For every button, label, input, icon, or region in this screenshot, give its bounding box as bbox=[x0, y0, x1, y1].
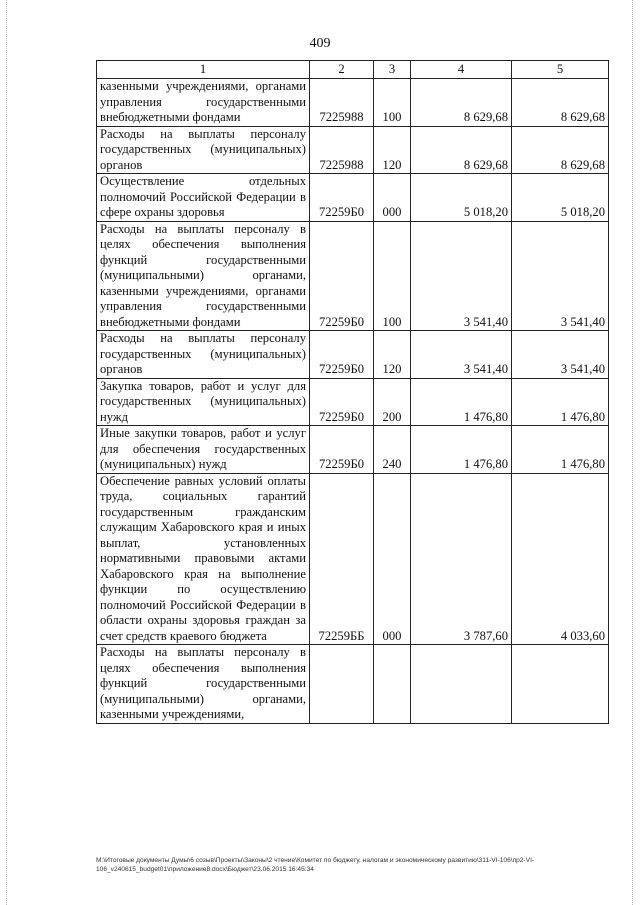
row-amount-1: 1 476,80 bbox=[411, 378, 512, 426]
row-description: Расходы на выплаты персоналу государственных (муниципальных) органов bbox=[97, 126, 310, 174]
row-target-code: 7225988 bbox=[310, 79, 374, 127]
row-expense-type: 120 bbox=[374, 331, 411, 379]
row-amount-1: 5 018,20 bbox=[411, 174, 512, 222]
table-row bbox=[97, 174, 609, 222]
header-col-4: 4 bbox=[411, 61, 512, 79]
header-col-1: 1 bbox=[97, 61, 310, 79]
row-expense-type: 000 bbox=[374, 174, 411, 222]
row-target-code: 72259Б0 bbox=[310, 174, 374, 222]
row-description: Иные закупки товаров, работ и услуг для обеспечения государственных (муниципальных) нужд bbox=[97, 426, 310, 474]
row-description: Обеспечение равных условий оплаты труда, социальных гарантий государственным гражданским служащим Хабаровского края и иных выплат, установленных нормативными правовыми актами Хабаровского края на выполнение функции по осуществлению полномочий Российской Федерации в области охраны здоровья граждан за счет средств краевого бюджета bbox=[97, 473, 310, 645]
row-target-code: 72259Б0 bbox=[310, 378, 374, 426]
table-row bbox=[97, 645, 609, 724]
row-expense-type: 240 bbox=[374, 426, 411, 474]
table-row bbox=[97, 378, 609, 426]
row-target-code: 72259ББ bbox=[310, 473, 374, 645]
row-amount-1: 8 629,68 bbox=[411, 79, 512, 127]
row-description: Расходы на выплаты персоналу в целях обеспечения выполнения функций государственными (муниципальными) органами, казенными учреждениями, bbox=[97, 645, 310, 724]
table-row bbox=[97, 126, 609, 174]
row-description: Осуществление отдельных полномочий Российской Федерации в сфере охраны здоровья bbox=[97, 174, 310, 222]
row-expense-type: 120 bbox=[374, 126, 411, 174]
left-margin-rule bbox=[6, 0, 8, 905]
row-description: Закупка товаров, работ и услуг для государственных (муниципальных) нужд bbox=[97, 378, 310, 426]
row-description: Расходы на выплаты персоналу государственных (муниципальных) органов bbox=[97, 331, 310, 379]
row-description: Расходы на выплаты персоналу в целях обеспечения выполнения функций государственными (муниципальными) органами, казенными учреждениями, органами управления государственными внебюджетными фондами bbox=[97, 221, 310, 331]
document-path-footer: M:\Итоговые документы Думы\6 созыв\Проекты\Законы\2 чтение\Комитет по бюджету, налогам и экономическому развитию\311-VI-106\пр2-VI-106_v240615_budget01\приложение8.docx\Бюджет\23.06.2015 16:45:34 bbox=[96, 857, 535, 873]
page-number: 409 bbox=[309, 36, 331, 51]
row-amount-2: 1 476,80 bbox=[512, 426, 609, 474]
table-header-row bbox=[97, 61, 609, 79]
row-target-code: 72259Б0 bbox=[310, 221, 374, 331]
row-target-code: 72259Б0 bbox=[310, 331, 374, 379]
row-amount-1: 3 541,40 bbox=[411, 221, 512, 331]
row-amount-1: 8 629,68 bbox=[411, 126, 512, 174]
row-amount-2: 3 541,40 bbox=[512, 221, 609, 331]
row-expense-type: 100 bbox=[374, 221, 411, 331]
row-amount-2: 4 033,60 bbox=[512, 473, 609, 645]
row-expense-type bbox=[374, 645, 411, 724]
row-amount-1: 1 476,80 bbox=[411, 426, 512, 474]
row-amount-1: 3 541,40 bbox=[411, 331, 512, 379]
table-row bbox=[97, 426, 609, 474]
header-col-2: 2 bbox=[310, 61, 374, 79]
row-amount-2: 3 541,40 bbox=[512, 331, 609, 379]
row-amount-1 bbox=[411, 645, 512, 724]
table-row bbox=[97, 221, 609, 331]
budget-table bbox=[96, 60, 609, 724]
table-row bbox=[97, 79, 609, 127]
row-target-code: 7225988 bbox=[310, 126, 374, 174]
header-col-5: 5 bbox=[512, 61, 609, 79]
row-expense-type: 100 bbox=[374, 79, 411, 127]
row-expense-type: 200 bbox=[374, 378, 411, 426]
row-target-code: 72259Б0 bbox=[310, 426, 374, 474]
row-description: казенными учреждениями, органами управления государственными внебюджетными фондами bbox=[97, 79, 310, 127]
header-col-3: 3 bbox=[374, 61, 411, 79]
row-amount-2 bbox=[512, 645, 609, 724]
row-amount-2: 1 476,80 bbox=[512, 378, 609, 426]
row-expense-type: 000 bbox=[374, 473, 411, 645]
row-amount-1: 3 787,60 bbox=[411, 473, 512, 645]
row-target-code bbox=[310, 645, 374, 724]
table-row bbox=[97, 473, 609, 645]
row-amount-2: 8 629,68 bbox=[512, 79, 609, 127]
right-margin-rule bbox=[632, 0, 634, 905]
row-amount-2: 5 018,20 bbox=[512, 174, 609, 222]
table-row bbox=[97, 331, 609, 379]
row-amount-2: 8 629,68 bbox=[512, 126, 609, 174]
